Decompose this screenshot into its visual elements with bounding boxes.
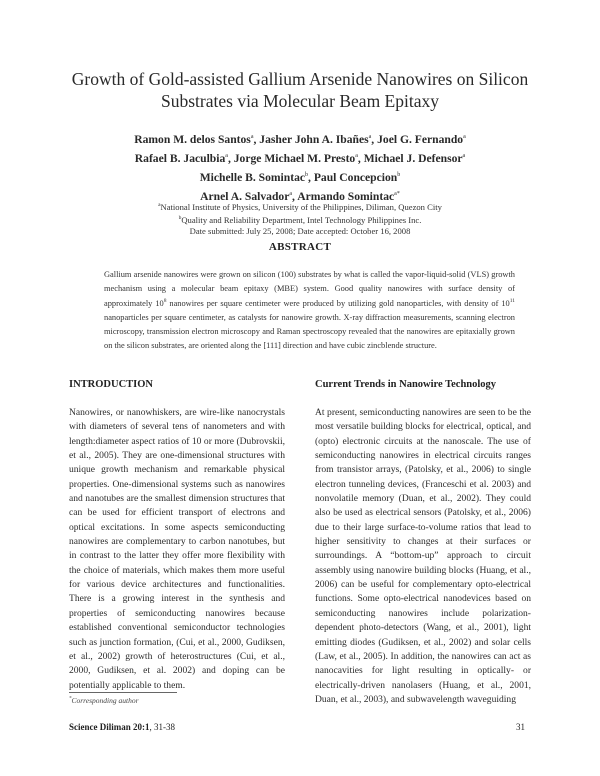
journal-name: Science Diliman 20:1 xyxy=(69,722,150,732)
affiliations xyxy=(70,200,530,237)
author-name: Paul Concepcion xyxy=(313,170,398,184)
author-affiliation-mark: a xyxy=(355,152,358,159)
author-name: Jasher John A. Ibañes xyxy=(259,132,369,146)
author-affiliation-mark: a xyxy=(463,134,466,140)
author-separator: , xyxy=(371,132,378,146)
page-number: 31 xyxy=(516,722,525,732)
affiliation-a-text: National Institute of Physics, University of the Philippines, Diliman, Quezon City xyxy=(160,201,442,212)
title-line-1: Growth of Gold-assisted Gallium Arsenide Nanowires on Silicon xyxy=(71,69,529,89)
current-trends-paragraph: At present, semiconducting nanowires are seen to be the most versatile building blocks for electrical, optical, and (opto) electronic circuits at the nanoscale. The use of semiconducting nanowires in electrical circuits ranges from transistor arrays, (Patolsky, et al., 2006) to single electron tunneling devices, (Franceschi et al. 2003) and nonvolatile memory (Duan, et al., 2002). They could also be used as electrical sensors (Patolsky, et al., 2006) due to their large surface-to-volume ratios that lead to higher sensitivity to changes at their surfaces or surroundings. A “bottom-up” approach to circuit assembly using nanowire building blocks (Huang, et al., 2006) can be useful for complementary opto-electrical functions. Some opto-electrical nanodevices based on semiconducting nanowires include polarization-dependent photo-detectors (Wang, et al., 2001), light emitting diodes (Gudiksen, et al., 2002) and solar cells (Law, et al., 2005). In addition, the nanowires can act as nanocavities for light resulting in optically- or electrically-driven nanolasers (Huang, et al., 2001, Duan, et al., 2003), and subwavelength waveguiding xyxy=(315,407,531,705)
abstract-body xyxy=(104,268,515,354)
author-separator: , xyxy=(308,170,314,184)
abstract-exponent-1: 8 xyxy=(163,297,167,304)
title-line-2: Substrates via Molecular Beam Epitaxy xyxy=(161,91,439,111)
author-line-1 xyxy=(70,129,530,148)
author-affiliation-mark: b xyxy=(397,171,401,178)
abstract-exponent-2: 11 xyxy=(509,297,516,304)
affiliation-a-mark: a xyxy=(158,202,161,208)
author-name: Armando Somintac xyxy=(297,189,395,203)
introduction-heading: INTRODUCTION xyxy=(69,379,154,390)
author-affiliation-mark: b xyxy=(305,171,309,178)
abstract-text-3: nanoparticles per square centimeter, as catalysts for nanowire growth. X-ray diffraction measurements, scanning electron microscopy, transmission electron microscopy and Raman spectroscopy revealed that the nanowires are epitaxially grown on the silicon substrates, are oriented along the [111] direction and have cubic zincblende structure. xyxy=(104,312,515,351)
current-trends-heading: Current Trends in Nanowire Technology xyxy=(315,379,497,390)
footnote-mark: * xyxy=(69,696,72,702)
footnote-divider xyxy=(69,692,177,693)
footnote-text: Corresponding author xyxy=(71,696,139,705)
author-name: Ramon M. delos Santos xyxy=(134,132,251,146)
author-name: Michelle B. Somintac xyxy=(199,170,306,184)
author-line-3 xyxy=(70,167,530,186)
author-name: Jorge Michael M. Presto xyxy=(233,151,356,165)
introduction-paragraph: Nanowires, or nanowhiskers, are wire-like nanocrystals with diameters of several tens of nanometers and with length:diameter aspect ratios of 10 or more (Dubrovskii, et al., 2005). They are one-dimensional structures with unique growth mechanism and remarkable physical properties. One-dimensional systems such as nanowires and nanotubes are the smallest dimension structures that can be used for efficient transport of electrons and optical excitations. In some aspects semiconducting nanowires are complementary to carbon nanotubes, but in contrast to the latter they offer more flexibility with the choice of materials, which makes them more useful for various device architectures and functionalities. There is a growing interest in the synthesis and properties of semiconducting nanowires because established conventional semiconductor technologies such as junction formation, (Cui, et al., 2000, Gudiksen, et al., 2002) growth of heterostructures (Cui, et al., 2000, Gudiksen, et al. 2002) and doping can be potentially applicable to them. xyxy=(69,407,285,691)
author-name: Joel G. Fernando xyxy=(377,132,464,146)
affiliation-b-text: Quality and Reliability Department, Intel Technology Philippines Inc. xyxy=(181,214,422,225)
paper-title xyxy=(60,68,540,112)
author-affiliation-mark: a xyxy=(368,134,372,140)
submission-dates: Date submitted: July 25, 2008; Date accepted: October 16, 2008 xyxy=(189,225,411,236)
author-name: Arnel A. Salvador xyxy=(200,189,290,203)
introduction-column xyxy=(69,406,285,693)
author-line-2 xyxy=(70,148,530,167)
affiliation-a xyxy=(70,200,530,213)
current-trends-column xyxy=(315,406,531,707)
abstract-text-2: nanowires per square centimeter were produced by utilizing gold nanoparticles, with density of 10 xyxy=(166,298,510,308)
author-name: Michael J. Defensor xyxy=(363,151,463,165)
author-affiliation-mark: a xyxy=(250,134,254,140)
footnote xyxy=(69,696,139,705)
author-affiliation-mark: a* xyxy=(394,190,400,197)
journal-pages: , 31-38 xyxy=(149,722,175,732)
author-list xyxy=(70,129,530,204)
abstract-heading: ABSTRACT xyxy=(268,241,332,253)
affiliation-b xyxy=(70,213,530,226)
author-affiliation-mark: a xyxy=(225,152,228,159)
author-affiliation-mark: a xyxy=(462,152,466,159)
author-separator: , xyxy=(227,151,234,165)
abstract-text-1: Gallium arsenide nanowires were grown on silicon (100) substrates by what is called the vapor-liquid-solid (VLS) growth mechanism using a molecular beam epitaxy (MBE) system. Good quality nanowires with surface density of approximately 10 xyxy=(104,270,515,308)
author-separator: , xyxy=(357,151,364,165)
journal-citation xyxy=(69,722,175,732)
author-affiliation-mark: a xyxy=(289,190,293,197)
author-name: Rafael B. Jaculbia xyxy=(134,151,226,165)
author-separator: , xyxy=(292,189,298,203)
affiliation-b-mark: b xyxy=(178,214,182,221)
author-separator: , xyxy=(253,132,260,146)
